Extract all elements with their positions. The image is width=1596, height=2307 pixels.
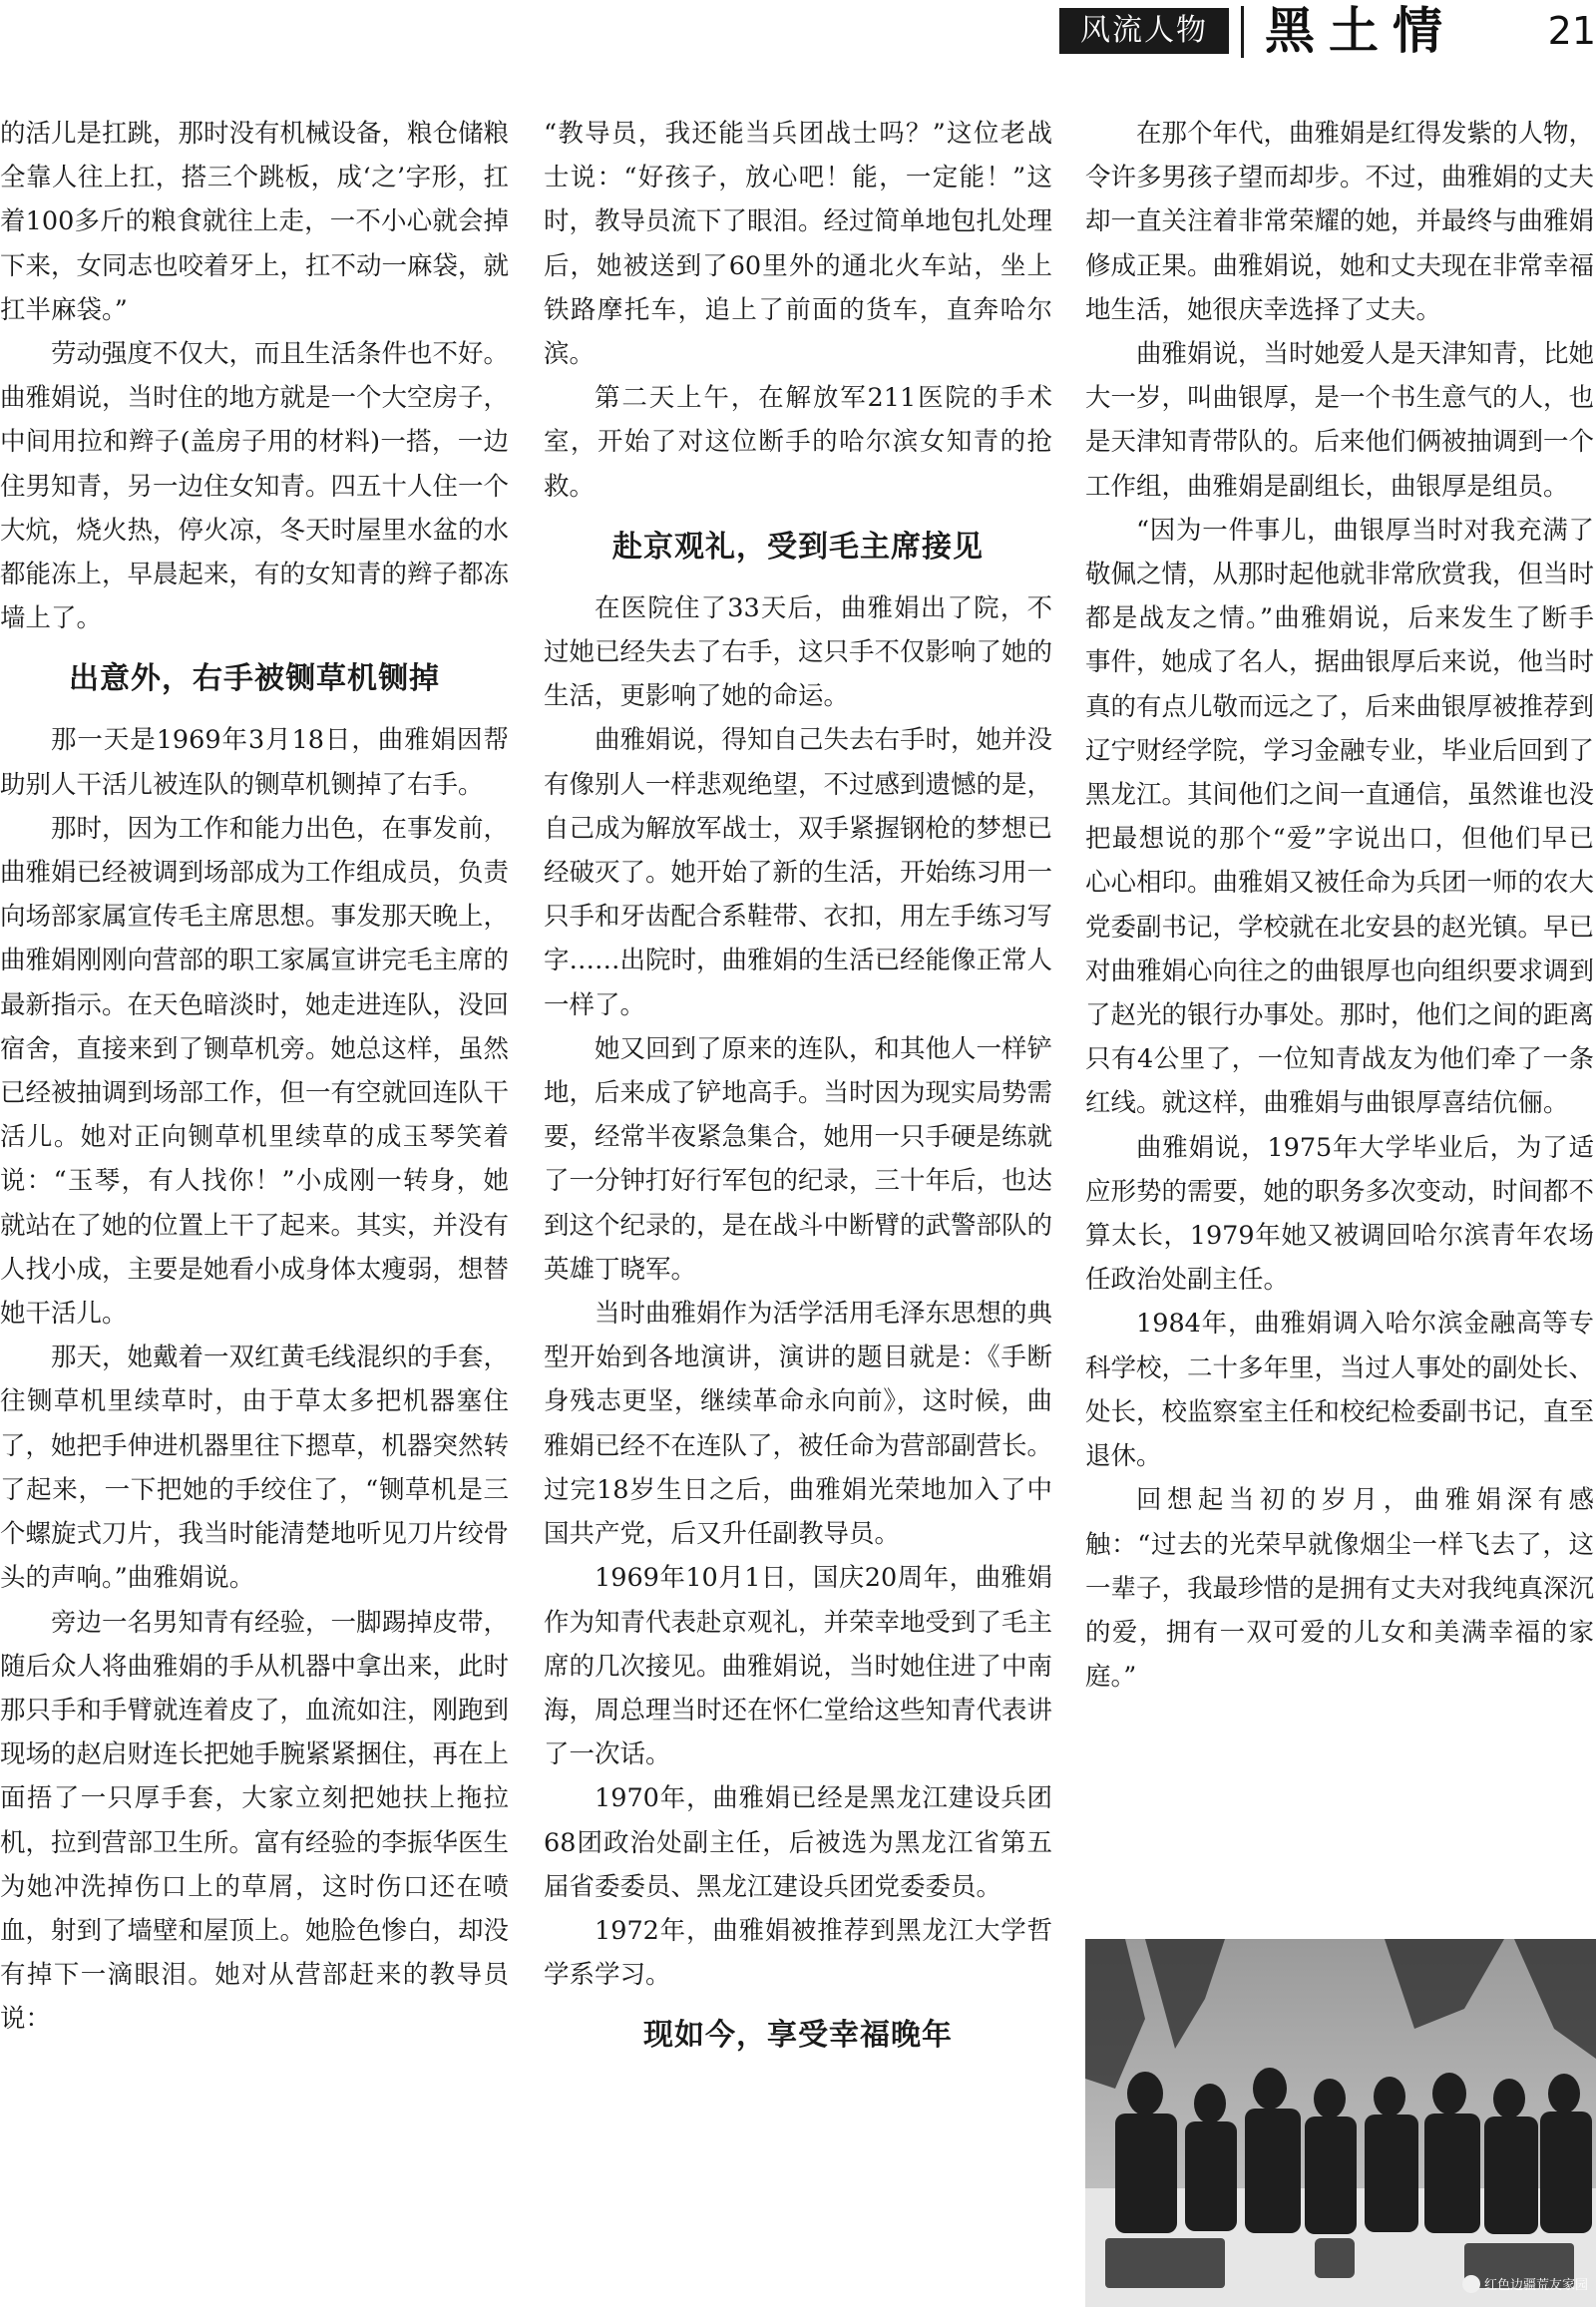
section-tag: 风流人物 [1059,8,1229,54]
subheading: 出意外，右手被铡草机铡掉 [69,661,440,697]
paragraph: 1970年，曲雅娟已经是黑龙江建设兵团68团政治处副主任，后被选为黑龙江省第五届省委委员、黑龙江建设兵团党委委员。 [544,1783,1052,1902]
paragraph: “因为一件事儿，曲银厚当时对我充满了敬佩之情，从那时起他就非常欣赏我，但当时都是战友之情。”曲雅娟说，后来发生了断手事件，她成了名人，据曲银厚后来说，他当时真的有点儿敬而远之了，后来曲银厚被推荐到辽宁财经学院，学习金融专业，毕业后回到了黑龙江。其间他们之间一直通信，虽然谁也没把最想说的那个“爱”字说出口，但他们早已心心相印。曲雅娟又被任命为兵团一师的农大党委副书记，学校就在北安县的赵光镇。早已对曲雅娟心向往之的曲银厚也向组织要求调到了赵光的银行办事处。那时，他们之间的距离只有4公里了，一位知青战友为他们牵了一条红线。就这样，曲雅娟与曲银厚喜结伉俪。 [1085,515,1595,1119]
paragraph: “教导员，我还能当兵团战士吗？”这位老战士说：“好孩子，放心吧！能，一定能！”这时，教导员流下了眼泪。经过简单地包扎处理后，她被送到了60里外的通北火车站，坐上铁路摩托车，追上了前面的货车，直奔哈尔滨。 [544,119,1053,370]
paragraph: 曲雅娟说，1975年大学毕业后，为了适应形势的需要，她的职务多次变动，时间都不算太长，1979年她又被调回哈尔滨青年农场任政治处副主任。 [1085,1132,1595,1296]
header-divider [1241,6,1244,58]
photo-illustration [1085,1939,1596,2307]
watermark-text: 红色边疆荒友家园 [1483,2278,1588,2293]
paragraph: 她又回到了原来的连队，和其他人一样铲地，后来成了铲地高手。当时因为现实局势需要，经常半夜紧急集合，她用一只手硬是练就了一分钟打好行军包的纪录，三十年后，也达到这个纪录的，是在战斗中断臂的武警部队的英雄丁晓军。 [544,1033,1053,1285]
article-column-3 [1085,112,1594,1699]
paragraph: 回想起当初的岁月，曲雅娟深有感触：“过去的光荣早就像烟尘一样飞去了，这一辈子，我最珍惜的是拥有丈夫对我纯真深沉的爱，拥有一双可爱的儿女和美满幸福的家庭。” [1085,1485,1595,1693]
paragraph: 1969年10月1日，国庆20周年，曲雅娟作为知青代表赴京观礼，并荣幸地受到了毛主席的几次接见。曲雅娟说，当时她住进了中南海，周总理当时还在怀仁堂给这些知青代表讲了一次话。 [544,1563,1053,1770]
masthead-title: 黑土情 [1265,1,1456,60]
paragraph: 在那个年代，曲雅娟是红得发紫的人物，令许多男孩子望而却步。不过，曲雅娟的丈夫却一直关注着非常荣耀的她，并最终与曲雅娟修成正果。曲雅娟说，她和丈夫现在非常幸福地生活，她很庆幸选择了丈夫。 [1085,119,1595,325]
paragraph: 1972年，曲雅娟被推荐到黑龙江大学哲学系学习。 [544,1915,1052,1991]
watermark [1462,2274,1588,2293]
historic-group-photo [1085,1939,1596,2307]
paragraph: 劳动强度不仅大，而且生活条件也不好。曲雅娟说，当时住的地方就是一个大空房子，中间用拉和辫子(盖房子用的材料)一搭，一边住男知青，另一边住女知青。四五十人住一个大炕，烧火热，停火凉，冬天时屋里水盆的水都能冻上，早晨起来，有的女知青的辫子都冻墙上了。 [0,339,510,634]
paragraph: 曲雅娟说，得知自己失去右手时，她并没有像别人一样悲观绝望，不过感到遗憾的是，自己成为解放军战士，双手紧握钢枪的梦想已经破灭了。她开始了新的生活，开始练习用一只手和牙齿配合系鞋带、衣扣，用左手练习写字……出院时，曲雅娟的生活已经能像正常人一样了。 [544,725,1053,1020]
wechat-icon [1462,2275,1480,2293]
page-number: 21 [1547,9,1596,53]
article-column-1 [0,112,509,2042]
paragraph: 当时曲雅娟作为活学活用毛泽东思想的典型开始到各地演讲，演讲的题目就是：《手断身残志更坚，继续革命永向前》，这时候，曲雅娟已经不在连队了，被任命为营部副营长。过完18岁生日之后，曲雅娟光荣地加入了中国共产党，后又升任副教导员。 [544,1299,1053,1550]
subheading: 现如今，享受幸福晚年 [643,2018,953,2054]
page-header [0,0,1596,62]
paragraph: 的活儿是扛跳，那时没有机械设备，粮仓储粮全靠人往上扛，搭三个跳板，成‘之’字形，扛着100多斤的粮食就往上走，一不小心就会掉下来，女同志也咬着牙上，扛不动一麻袋，就扛半麻袋。” [0,119,510,325]
paragraph: 那一天是1969年3月18日，曲雅娟因帮助别人干活儿被连队的铡草机铡掉了右手。 [0,725,509,800]
article-column-2 [544,112,1052,2075]
paragraph: 旁边一名男知青有经验，一脚踢掉皮带，随后众人将曲雅娟的手从机器中拿出来，此时那只手和手臂就连着皮了，血流如注，刚跑到现场的赵启财连长把她手腕紧紧捆住，再在上面捂了一只厚手套，大家立刻把她扶上拖拉机，拉到营部卫生所。富有经验的李振华医生为她冲洗掉伤口上的草屑，这时伤口还在喷血，射到了墙壁和屋顶上。她脸色惨白，却没有掉下一滴眼泪。她对从营部赶来的教导员说： [0,1607,510,2035]
paragraph: 第二天上午，在解放军211医院的手术室，开始了对这位断手的哈尔滨女知青的抢救。 [544,383,1052,502]
paragraph: 1984年，曲雅娟调入哈尔滨金融高等专科学校，二十多年里，当过人事处的副处长、处长，校监察室主任和校纪检委副书记，直至退休。 [1085,1309,1595,1472]
paragraph: 那天，她戴着一双红黄毛线混织的手套，往铡草机里续草时，由于草太多把机器塞住了，她把手伸进机器里往下摁草，机器突然转了起来，一下把她的手绞住了，“铡草机是三个螺旋式刀片，我当时能清楚地听见刀片绞骨头的声响。”曲雅娟说。 [0,1343,510,1594]
subheading: 赴京观礼，受到毛主席接见 [612,529,984,565]
paragraph: 在医院住了33天后，曲雅娟出了院，不过她已经失去了右手，这只手不仅影响了她的生活，更影响了她的命运。 [544,592,1053,712]
paragraph: 曲雅娟说，当时她爱人是天津知青，比她大一岁，叫曲银厚，是一个书生意气的人，也是天津知青带队的。后来他们俩被抽调到一个工作组，曲雅娟是副组长，曲银厚是组员。 [1085,339,1595,502]
paragraph: 那时，因为工作和能力出色，在事发前，曲雅娟已经被调到场部成为工作组成员，负责向场部家属宣传毛主席思想。事发那天晚上，曲雅娟刚刚向营部的职工家属宣讲完毛主席的最新指示。在天色暗淡时，她走进连队，没回宿舍，直接来到了铡草机旁。她总这样，虽然已经被抽调到场部工作，但一有空就回连队干活儿。她对正向铡草机里续草的成玉琴笑着说：“玉琴，有人找你！”小成刚一转身，她就站在了她的位置上干了起来。其实，并没有人找小成，主要是她看小成身体太瘦弱，想替她干活儿。 [0,813,510,1330]
